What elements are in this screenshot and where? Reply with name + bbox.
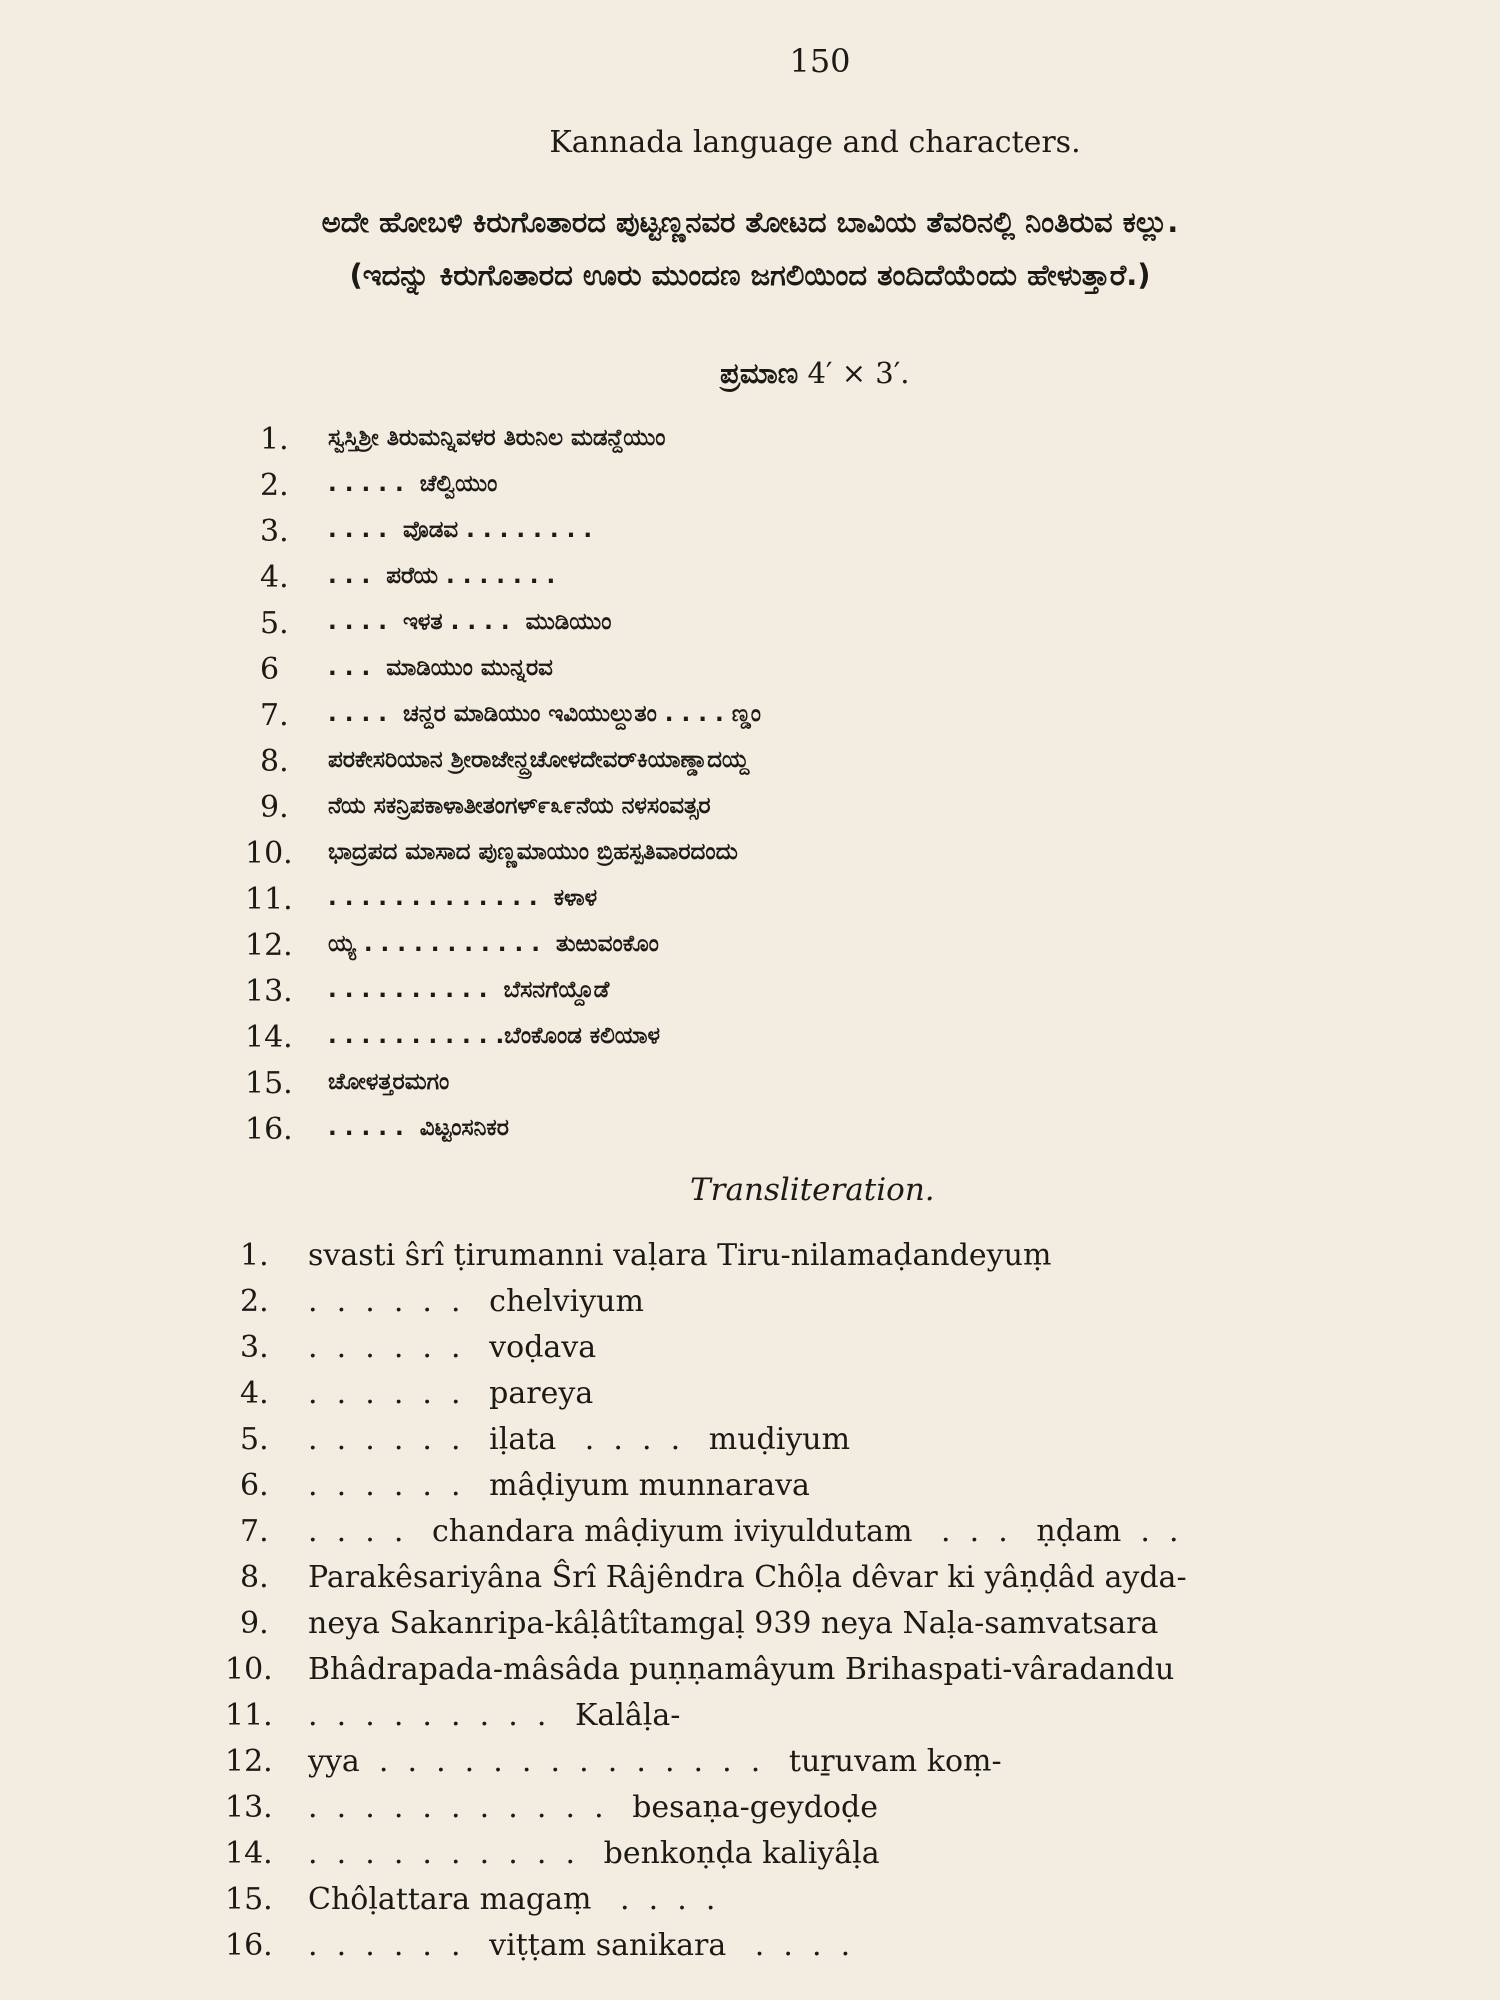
line-number: 5. xyxy=(260,606,289,641)
line-text: . . . . ಚನ್ದರ ಮಾಡಿಯುಂ ಇವಿಯುಲ್ದುತಂ . . . . ಣ್ಡಂ xyxy=(328,701,761,727)
line-number: 1. xyxy=(240,1238,269,1273)
line-text: . . . . ವೊಡವ . . . . . . . . xyxy=(328,517,593,543)
line-number: 6. xyxy=(240,1468,269,1503)
line-number: 11. xyxy=(245,882,293,917)
line-text: . . . . chandara mâḍiyum iviyuldutam . . . ṇḍam . . xyxy=(308,1514,1179,1549)
line-number: 14. xyxy=(245,1020,293,1055)
line-number: 7. xyxy=(260,698,289,733)
line-text: Chôḷattara magaṃ . . . . xyxy=(308,1882,716,1917)
line-number: 12. xyxy=(225,1744,273,1779)
line-number: 6 xyxy=(260,652,280,687)
line-number: 16. xyxy=(245,1112,293,1147)
line-number: 1. xyxy=(260,422,289,457)
line-number: 10. xyxy=(245,836,293,871)
kannada-title-line-1: ಅದೇ ಹೋಬಳಿ ಕಿರುಗೊತಾರದ ಪುಟ್ಟಣ್ಣನವರ ತೋಟದ ಬಾವಿಯ ತೆವರಿನಲ್ಲಿ ನಿಂತಿರುವ ಕಲ್ಲು. xyxy=(321,205,1179,239)
line-number: 9. xyxy=(260,790,289,825)
line-text: ನೆಯ ಸಕನ್ರಿಪಕಾಳಾತೀತಂಗಳ್‌೯೩೯ನೆಯ ನಳಸಂವತ್ಸರ xyxy=(328,793,711,819)
page-number: 150 xyxy=(789,42,851,80)
line-number: 4. xyxy=(260,560,289,595)
measurement xyxy=(720,356,910,391)
measurement-value: 4′ × 3′. xyxy=(807,356,910,390)
line-text: . . . . . . . . . . benkoṇḍa kaliyâḷa xyxy=(308,1836,880,1871)
line-number: 8. xyxy=(260,744,289,779)
line-number: 11. xyxy=(225,1698,273,1733)
line-text: ಸ್ವಸ್ತಿಶ್ರೀ ತಿರುಮನ್ನಿವಳರ ತಿರುನಿಲ ಮಡನ್ದೆಯುಂ xyxy=(328,425,666,451)
line-number: 4. xyxy=(240,1376,269,1411)
line-text: . . . . . . viṭṭam sanikara . . . . xyxy=(308,1928,851,1963)
line-number: 12. xyxy=(245,928,293,963)
line-number: 10. xyxy=(225,1652,273,1687)
line-text: . . . . . . . . . Kalâḷa- xyxy=(308,1698,681,1733)
line-text: . . . . . . voḍava xyxy=(308,1330,597,1365)
line-text: . . . . . . mâḍiyum munnarava xyxy=(308,1468,810,1503)
line-number: 5. xyxy=(240,1422,269,1457)
line-text: . . . . . . . . . . . besaṇa-geydoḍe xyxy=(308,1790,878,1825)
line-number: 9. xyxy=(240,1606,269,1641)
line-number: 3. xyxy=(240,1330,269,1365)
transliteration-heading: Transliteration. xyxy=(690,1172,935,1208)
line-text: neya Sakanripa-kâḷâtîtamgaḷ 939 neya Naḷa-samvatsara xyxy=(308,1606,1159,1641)
line-number: 14. xyxy=(225,1836,273,1871)
line-number: 16. xyxy=(225,1928,273,1963)
line-text: ಭಾದ್ರಪದ ಮಾಸಾದ ಪುಣ್ಣಮಾಯುಂ ಬ್ರಿಹಸ್ಪತಿವಾರದಂದು xyxy=(328,839,738,865)
line-number: 2. xyxy=(240,1284,269,1319)
line-number: 13. xyxy=(225,1790,273,1825)
line-text: svasti ŝrî ṭirumanni vaḷara Tiru-nilamaḍandeyuṃ xyxy=(308,1238,1052,1273)
line-number: 7. xyxy=(240,1514,269,1549)
line-text: . . . . . ವಿಟ್ಟಂಸನಿಕರ xyxy=(328,1115,509,1141)
line-number: 8. xyxy=(240,1560,269,1595)
line-text: Bhâdrapada-mâsâda puṇṇamâyum Brihaspati-vâradandu xyxy=(308,1652,1175,1687)
line-text: . . . . . . . . . . ಬೆಸನಗೆಯ್ದೊಡೆ xyxy=(328,977,610,1003)
line-text: . . . . . . iḷata . . . . muḍiyum xyxy=(308,1422,851,1457)
kannada-title-line-2: (ಇದನ್ನು ಕಿರುಗೊತಾರದ ಊರು ಮುಂದಣ ಜಗಲಿಯಿಂದ ತಂದಿದೆಯೆಂದು ಹೇಳುತ್ತಾರೆ.) xyxy=(349,258,1151,292)
line-text: . . . . ಇಳತ . . . . ಮುಡಿಯುಂ xyxy=(328,609,612,635)
line-text: . . . . . . . . . . .ಬೆಂಕೊಂಡ ಕಲಿಯಾಳ xyxy=(328,1023,661,1049)
line-text: . . . . . . . . . . . . . ಕಳಾಳ xyxy=(328,885,598,911)
line-number: 13. xyxy=(245,974,293,1009)
section-heading: Kannada language and characters. xyxy=(549,125,1081,160)
line-text: . . . ಪರೆಯ . . . . . . . xyxy=(328,563,556,589)
line-text: yya . . . . . . . . . . . . . . tuṟuvam koṃ- xyxy=(308,1744,1002,1779)
line-text: . . . ಮಾಡಿಯುಂ ಮುನ್ನರವ xyxy=(328,655,553,681)
line-number: 15. xyxy=(225,1882,273,1917)
line-text: ಚೋಳತ್ತರಮಗಂ xyxy=(328,1069,450,1095)
line-text: . . . . . . pareya xyxy=(308,1376,594,1411)
line-text: . . . . . . chelviyum xyxy=(308,1284,644,1319)
line-text: . . . . . ಚೆಲ್ವಿಯುಂ xyxy=(328,471,498,497)
line-text: ಯ್ಯ . . . . . . . . . . . ತುಱುವಂಕೊಂ xyxy=(328,931,659,957)
line-text: Parakêsariyâna Ŝrî Râjêndra Chôḷa dêvar ki yâṇḍâd ayda- xyxy=(308,1560,1187,1595)
measurement-label: ಪ್ರಮಾಣ xyxy=(720,356,799,390)
line-text: ಪರಕೇಸರಿಯಾನ ಶ್ರೀರಾಜೇನ್ದ್ರಚೋಳದೇವರ್‌ಕಿಯಾಣ್ಡಾದಯ್ದ xyxy=(328,747,749,773)
line-number: 3. xyxy=(260,514,289,549)
line-number: 2. xyxy=(260,468,289,503)
line-number: 15. xyxy=(245,1066,293,1101)
